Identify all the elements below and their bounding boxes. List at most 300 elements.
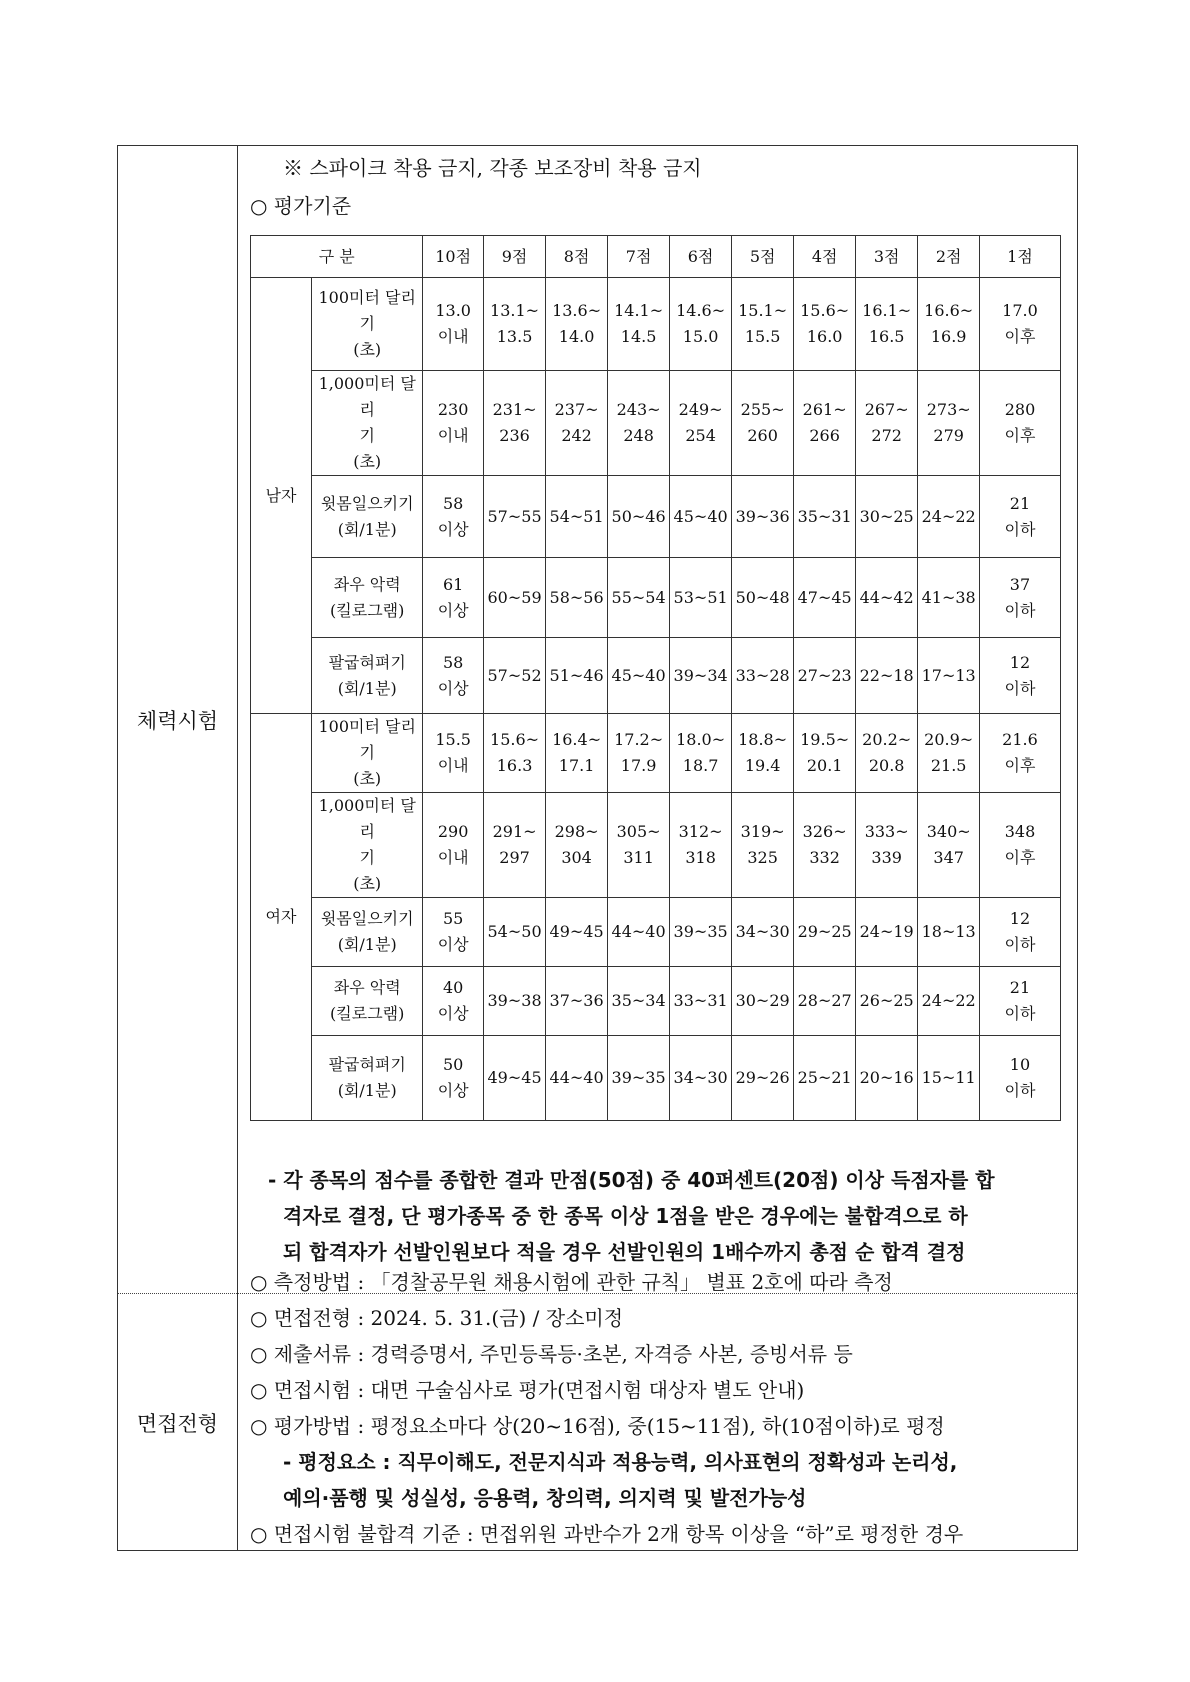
header-cell: 9점	[483, 236, 545, 278]
score-cell-line: 15~11	[921, 1068, 976, 1087]
score-cell-line: 20~16	[859, 1068, 914, 1087]
score-cell	[546, 558, 608, 638]
event-name-cell-line: 100미터 달리기	[318, 717, 416, 762]
table-row	[251, 278, 1061, 371]
score-cell-line: 22~18	[859, 665, 914, 685]
score-cell	[731, 371, 793, 476]
event-name-cell-line: 기	[359, 426, 375, 445]
table-row	[251, 371, 1061, 476]
event-name-cell-line: (초)	[353, 769, 382, 788]
interview-exam: ○ 면접시험 : 대면 구술심사로 평가(면접시험 대상자 별도 안내)	[250, 1378, 805, 1402]
score-cell-line: 15.6~	[800, 301, 850, 320]
score-cell	[979, 278, 1060, 371]
score-cell-line: 13.5	[496, 327, 533, 346]
score-cell	[546, 1036, 608, 1121]
event-name-cell-line: (킬로그램)	[330, 600, 405, 620]
score-cell	[855, 898, 917, 967]
score-cell	[670, 793, 732, 898]
table-row	[251, 967, 1061, 1036]
score-cell-line: 54~51	[549, 506, 604, 526]
score-cell-line: 16.3	[496, 756, 533, 775]
score-cell-line: 이상	[437, 600, 469, 620]
event-name-cell-line: (초)	[353, 874, 382, 893]
score-cell	[670, 967, 732, 1036]
event-name-cell	[311, 638, 423, 714]
score-cell-line: 231~	[492, 400, 537, 419]
score-cell-line: 49~45	[487, 1068, 542, 1087]
event-name-cell	[311, 714, 423, 793]
event-name-cell	[311, 476, 423, 558]
score-cell	[731, 278, 793, 371]
score-cell	[979, 558, 1060, 638]
score-cell-line: 이상	[437, 935, 469, 954]
score-cell-line: 280	[1004, 400, 1036, 419]
score-cell	[607, 371, 669, 476]
score-cell-line: 18.7	[682, 756, 719, 775]
score-cell	[918, 371, 980, 476]
event-name-cell	[311, 793, 423, 898]
score-cell	[731, 558, 793, 638]
score-cell-line: 20.9~	[924, 730, 974, 749]
score-cell-line: 13.1~	[490, 301, 540, 320]
score-cell-line: 35~34	[611, 991, 666, 1010]
score-cell-line: 14.0	[558, 327, 595, 346]
score-cell-line: 10	[1009, 1055, 1031, 1074]
event-name-cell-line: 윗몸일으키기	[320, 493, 414, 513]
score-cell	[855, 558, 917, 638]
score-cell	[423, 714, 483, 793]
criteria-heading: ○ 평가기준	[250, 194, 352, 218]
score-cell-line: 58~56	[549, 587, 604, 607]
score-cell-line: 255~	[740, 400, 785, 419]
score-cell-line: 39~36	[735, 506, 790, 526]
event-name-cell-line: 1,000미터 달리	[318, 796, 416, 841]
score-cell	[670, 714, 732, 793]
score-cell-line: 이상	[437, 519, 469, 539]
score-cell-line: 50	[442, 1055, 464, 1074]
score-cell-line: 14.1~	[614, 301, 664, 320]
score-cell	[979, 793, 1060, 898]
score-cell	[794, 898, 856, 967]
score-cell-line: 339	[871, 848, 902, 867]
score-cell	[423, 638, 483, 714]
score-cell-line: 이후	[1004, 848, 1036, 867]
score-cell-line: 이후	[1004, 426, 1036, 445]
score-cell-line: 267~	[864, 400, 909, 419]
score-cell	[670, 476, 732, 558]
event-name-cell-line: 팔굽혀펴기	[328, 652, 406, 672]
score-cell	[423, 278, 483, 371]
score-cell	[731, 638, 793, 714]
header-cell: 4점	[794, 236, 856, 278]
header-cell: 6점	[670, 236, 732, 278]
score-cell-line: 33~28	[735, 665, 790, 685]
evaluation-elements-line-1: - 평정요소 : 직무이해도, 전문지식과 적용능력, 의사표현의 정확성과 논리성,	[283, 1450, 958, 1474]
score-cell-line: 55~54	[611, 587, 666, 607]
event-name-cell	[311, 967, 423, 1036]
score-cell-line: 이상	[437, 1004, 469, 1023]
score-cell	[855, 967, 917, 1036]
pass-rule-line-2: 격자로 결정, 단 평가종목 중 한 종목 이상 1점을 받은 경우에는 불합격으로 하	[283, 1204, 968, 1228]
score-cell	[918, 476, 980, 558]
event-name-cell	[311, 558, 423, 638]
score-cell	[607, 638, 669, 714]
score-cell-line: 이내	[437, 426, 469, 445]
score-cell-line: 57~55	[487, 506, 542, 526]
score-cell-line: 58	[442, 493, 464, 513]
score-cell	[731, 714, 793, 793]
score-cell	[855, 638, 917, 714]
score-cell-line: 58	[442, 652, 464, 672]
score-cell-line: 21.6	[1002, 730, 1038, 749]
score-cell	[918, 1036, 980, 1121]
event-name-cell-line: (회/1분)	[337, 519, 397, 539]
score-cell	[483, 558, 545, 638]
score-cell-line: 51~46	[549, 665, 604, 685]
score-cell-line: 54~50	[487, 922, 542, 941]
interview-fail-rule: ○ 면접시험 불합격 기준 : 면접위원 과반수가 2개 항목 이상을 “하”로 평정한 경우	[250, 1522, 964, 1546]
score-cell-line: 55	[442, 909, 464, 928]
score-cell-line: 242	[561, 426, 592, 445]
score-cell-line: 15.0	[682, 327, 719, 346]
score-cell-line: 60~59	[487, 587, 542, 607]
score-cell-line: 18.0~	[676, 730, 726, 749]
score-cell	[546, 278, 608, 371]
event-name-cell-line: 기	[359, 848, 375, 867]
score-cell	[731, 476, 793, 558]
evaluation-elements-line-2: 예의·품행 및 성실성, 응용력, 창의력, 의지력 및 발전가능성	[283, 1486, 807, 1510]
event-name-cell	[311, 371, 423, 476]
event-name-cell-line: (초)	[353, 452, 382, 471]
score-cell-line: 이상	[437, 678, 469, 698]
score-cell-line: 이하	[1004, 1004, 1036, 1023]
score-cell	[794, 371, 856, 476]
score-cell	[794, 278, 856, 371]
score-cell-line: 243~	[616, 400, 661, 419]
score-cell	[794, 558, 856, 638]
score-cell	[607, 1036, 669, 1121]
score-cell-line: 37	[1009, 574, 1031, 594]
score-cell	[423, 371, 483, 476]
score-cell-line: 이하	[1004, 600, 1036, 620]
event-name-cell-line: 1,000미터 달리	[318, 374, 416, 419]
event-name-cell-line: 좌우 악력	[333, 574, 401, 594]
score-cell	[670, 558, 732, 638]
score-cell	[607, 476, 669, 558]
score-cell	[423, 1036, 483, 1121]
score-cell	[483, 476, 545, 558]
score-cell	[423, 967, 483, 1036]
score-cell-line: 이하	[1004, 1081, 1036, 1100]
score-cell-line: 17.1	[558, 756, 595, 775]
score-cell	[918, 793, 980, 898]
score-cell	[670, 898, 732, 967]
score-cell	[546, 967, 608, 1036]
score-cell	[794, 476, 856, 558]
event-name-cell-line: (초)	[353, 340, 382, 359]
score-cell-line: 297	[499, 848, 530, 867]
score-cell-line: 61	[442, 574, 464, 594]
score-cell	[979, 638, 1060, 714]
section-label-interview: 면접전형	[136, 1411, 219, 1436]
document-frame	[117, 145, 1078, 1551]
score-cell	[918, 898, 980, 967]
score-cell	[794, 714, 856, 793]
score-cell-line: 312~	[678, 822, 723, 841]
event-name-cell-line: (킬로그램)	[330, 1004, 405, 1023]
score-cell-line: 16.6~	[924, 301, 974, 320]
score-cell	[731, 793, 793, 898]
score-cell-line: 12	[1009, 909, 1031, 928]
score-cell-line: 40	[442, 978, 464, 997]
score-cell	[794, 967, 856, 1036]
score-cell-line: 260	[747, 426, 778, 445]
interview-schedule: ○ 면접전형 : 2024. 5. 31.(금) / 장소미정	[250, 1306, 624, 1330]
score-cell-line: 45~40	[611, 665, 666, 685]
header-cell: 1점	[979, 236, 1060, 278]
score-cell-line: 34~30	[673, 1068, 728, 1087]
score-cell-line: 35~31	[797, 506, 852, 526]
equipment-note: ※ 스파이크 착용 금지, 각종 보조장비 착용 금지	[283, 156, 702, 180]
score-cell	[607, 714, 669, 793]
score-cell	[607, 278, 669, 371]
score-cell	[483, 898, 545, 967]
table-header-row	[251, 236, 1061, 278]
score-cell-line: 16.9	[930, 327, 967, 346]
score-cell-line: 21	[1009, 978, 1031, 997]
score-cell	[918, 714, 980, 793]
score-cell-line: 53~51	[673, 587, 728, 607]
score-cell	[979, 967, 1060, 1036]
event-name-cell	[311, 1036, 423, 1121]
score-cell-line: 20.8	[868, 756, 905, 775]
score-cell-line: 20.2~	[862, 730, 912, 749]
score-cell-line: 326~	[802, 822, 847, 841]
score-cell	[607, 898, 669, 967]
score-cell-line: 332	[809, 848, 840, 867]
score-cell	[855, 371, 917, 476]
score-cell-line: 340~	[926, 822, 971, 841]
score-cell-line: 이후	[1004, 756, 1036, 775]
score-cell	[855, 1036, 917, 1121]
event-name-cell-line: 좌우 악력	[333, 978, 401, 997]
event-name-cell	[311, 898, 423, 967]
score-cell	[794, 1036, 856, 1121]
score-cell-line: 57~52	[487, 665, 542, 685]
score-cell	[918, 967, 980, 1036]
score-cell-line: 19.4	[744, 756, 781, 775]
score-cell	[731, 967, 793, 1036]
score-cell	[979, 898, 1060, 967]
score-cell-line: 15.5	[435, 730, 471, 749]
score-cell	[607, 793, 669, 898]
score-cell-line: 45~40	[673, 506, 728, 526]
score-cell-line: 325	[747, 848, 778, 867]
score-cell-line: 230	[437, 400, 469, 419]
score-cell	[546, 714, 608, 793]
score-cell	[546, 898, 608, 967]
event-name-cell-line: 윗몸일으키기	[320, 909, 414, 928]
score-cell-line: 13.6~	[552, 301, 602, 320]
score-cell	[423, 793, 483, 898]
group-label-male: 남자	[251, 278, 312, 714]
score-cell-line: 15.5	[744, 327, 781, 346]
event-name-cell-line: 100미터 달리기	[318, 288, 416, 333]
score-cell-line: 304	[561, 848, 592, 867]
score-cell-line: 29~25	[797, 922, 852, 941]
score-cell-line: 44~42	[859, 587, 914, 607]
event-name-cell	[311, 278, 423, 371]
score-cell-line: 237~	[554, 400, 599, 419]
score-cell-line: 291~	[492, 822, 537, 841]
score-cell	[546, 638, 608, 714]
required-documents: ○ 제출서류 : 경력증명서, 주민등록등·초본, 자격증 사본, 증빙서류 등	[250, 1342, 853, 1366]
score-cell	[794, 638, 856, 714]
score-cell	[423, 898, 483, 967]
score-cell-line: 39~35	[611, 1068, 666, 1087]
score-cell-line: 18.8~	[738, 730, 788, 749]
score-cell-line: 이상	[437, 1081, 469, 1100]
score-cell-line: 24~19	[859, 922, 914, 941]
score-cell-line: 12	[1009, 652, 1031, 672]
table-row	[251, 793, 1061, 898]
score-cell-line: 318	[685, 848, 716, 867]
score-cell-line: 41~38	[921, 587, 976, 607]
score-cell-line: 15.1~	[738, 301, 788, 320]
score-cell-line: 16.0	[806, 327, 843, 346]
score-cell	[670, 1036, 732, 1121]
score-cell-line: 28~27	[797, 991, 852, 1010]
pass-rule-line-3: 되 합격자가 선발인원보다 적을 경우 선발인원의 1배수까지 총점 순 합격 결정	[283, 1240, 966, 1264]
score-cell-line: 14.5	[620, 327, 657, 346]
score-cell-line: 30~25	[859, 506, 914, 526]
score-cell-line: 298~	[554, 822, 599, 841]
event-name-cell-line: (회/1분)	[337, 1081, 397, 1100]
score-cell	[670, 371, 732, 476]
score-cell-line: 20.1	[806, 756, 843, 775]
score-cell-line: 49~45	[549, 922, 604, 941]
score-cell	[670, 638, 732, 714]
score-cell-line: 47~45	[797, 587, 852, 607]
score-cell-line: 254	[685, 426, 716, 445]
score-cell	[979, 371, 1060, 476]
event-name-cell-line: 팔굽혀펴기	[328, 1055, 406, 1074]
score-cell-line: 347	[933, 848, 964, 867]
group-label-female: 여자	[251, 714, 312, 1121]
score-cell-line: 16.4~	[552, 730, 602, 749]
table-row	[251, 1036, 1061, 1121]
score-cell-line: 이하	[1004, 519, 1036, 539]
score-cell	[731, 1036, 793, 1121]
score-cell	[855, 278, 917, 371]
score-cell	[607, 967, 669, 1036]
score-cell	[855, 793, 917, 898]
score-cell-line: 37~36	[549, 991, 604, 1010]
event-name-cell-line: (회/1분)	[337, 678, 397, 698]
score-cell-line: 348	[1004, 822, 1036, 841]
score-cell-line: 이내	[437, 848, 469, 867]
score-table	[250, 235, 1061, 1121]
score-cell	[423, 558, 483, 638]
header-cell: 3점	[855, 236, 917, 278]
score-cell	[483, 638, 545, 714]
score-cell-line: 17.9	[620, 756, 657, 775]
score-cell-line: 272	[871, 426, 902, 445]
score-cell	[546, 476, 608, 558]
evaluation-method: ○ 평가방법 : 평정요소마다 상(20~16점), 중(15~11점), 하(10점이하)로 평정	[250, 1414, 945, 1438]
score-cell-line: 15.6~	[490, 730, 540, 749]
score-cell-line: 236	[499, 426, 530, 445]
score-cell-line: 311	[623, 848, 654, 867]
score-cell-line: 305~	[616, 822, 661, 841]
table-row	[251, 476, 1061, 558]
score-cell-line: 14.6~	[676, 301, 726, 320]
score-cell-line: 16.1~	[862, 301, 912, 320]
score-cell-line: 266	[809, 426, 840, 445]
score-cell-line: 이후	[1004, 327, 1036, 346]
table-row	[251, 638, 1061, 714]
score-cell-line: 273~	[926, 400, 971, 419]
score-cell-line: 16.5	[868, 327, 905, 346]
score-cell-line: 44~40	[611, 922, 666, 941]
score-cell-line: 248	[623, 426, 654, 445]
table-row	[251, 714, 1061, 793]
section-label-fitness: 체력시험	[136, 708, 219, 733]
score-cell	[918, 278, 980, 371]
score-cell	[546, 793, 608, 898]
score-cell	[794, 793, 856, 898]
score-cell	[483, 793, 545, 898]
score-cell-line: 이하	[1004, 935, 1036, 954]
score-cell-line: 24~22	[921, 991, 976, 1010]
score-cell	[855, 714, 917, 793]
score-cell	[483, 371, 545, 476]
score-cell-line: 25~21	[797, 1068, 852, 1087]
column-divider	[237, 146, 238, 1550]
score-cell	[979, 1036, 1060, 1121]
score-cell-line: 13.0	[435, 301, 471, 320]
score-cell-line: 17~13	[921, 665, 976, 685]
score-cell-line: 24~22	[921, 506, 976, 526]
header-cell: 2점	[918, 236, 980, 278]
score-cell	[979, 714, 1060, 793]
table-row	[251, 898, 1061, 967]
score-cell	[483, 1036, 545, 1121]
score-cell-line: 33~31	[673, 991, 728, 1010]
score-cell-line: 29~26	[735, 1068, 790, 1087]
score-cell-line: 333~	[864, 822, 909, 841]
score-cell-line: 261~	[802, 400, 847, 419]
score-cell-line: 30~29	[735, 991, 790, 1010]
score-cell-line: 27~23	[797, 665, 852, 685]
score-cell-line: 39~34	[673, 665, 728, 685]
score-cell-line: 319~	[740, 822, 785, 841]
score-cell-line: 39~35	[673, 922, 728, 941]
header-cell: 구 분	[251, 236, 423, 278]
score-cell-line: 17.0	[1002, 301, 1038, 320]
header-cell: 8점	[546, 236, 608, 278]
score-cell-line: 39~38	[487, 991, 542, 1010]
score-cell-line: 249~	[678, 400, 723, 419]
event-name-cell-line: (회/1분)	[337, 935, 397, 954]
header-cell: 10점	[423, 236, 483, 278]
table-row	[251, 558, 1061, 638]
score-cell	[918, 638, 980, 714]
score-cell	[670, 278, 732, 371]
score-cell-line: 이내	[437, 327, 469, 346]
score-cell-line: 50~46	[611, 506, 666, 526]
score-cell	[979, 476, 1060, 558]
